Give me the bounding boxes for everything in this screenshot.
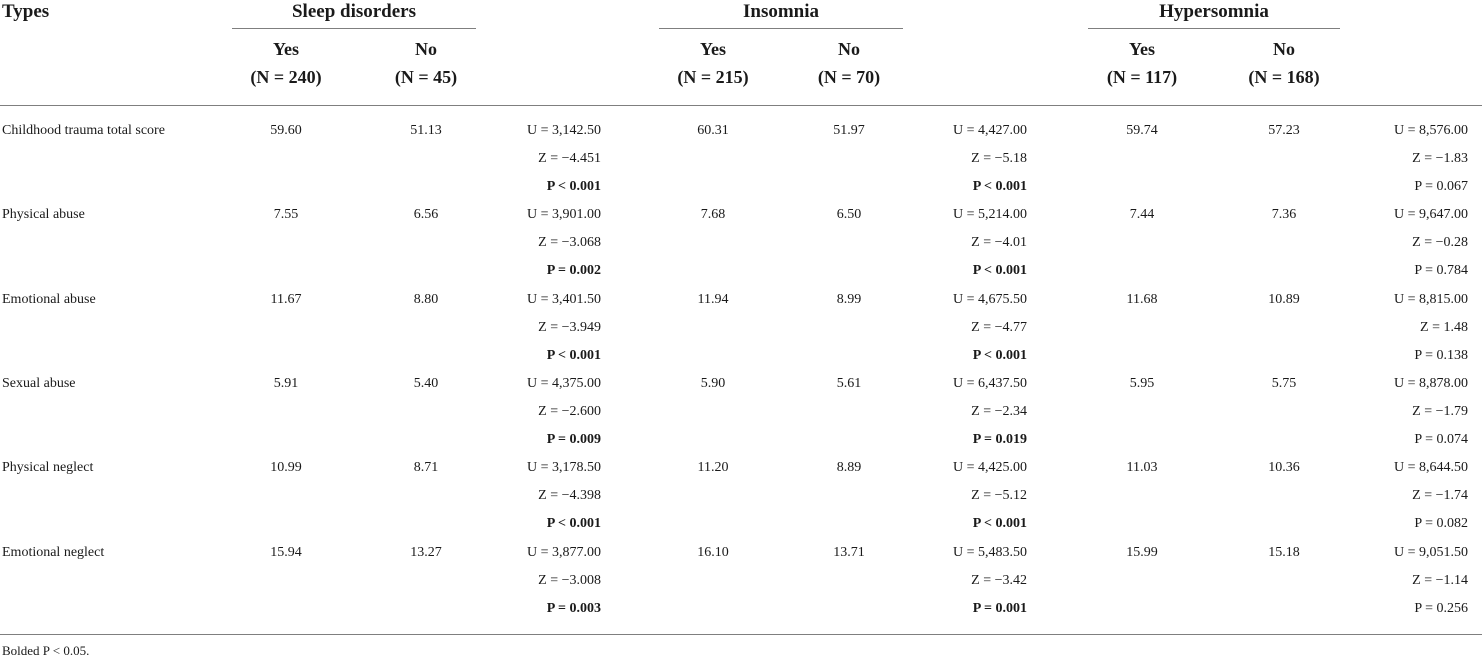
u-statistic: U = 4,675.50 — [952, 292, 1027, 307]
yes-value: 16.10 — [697, 545, 729, 560]
yes-header: Yes — [1129, 39, 1155, 59]
group-rule — [659, 28, 903, 29]
p-value: P = 0.002 — [546, 263, 601, 278]
row-type-label: Sexual abuse — [2, 376, 76, 391]
yes-value: 10.99 — [270, 460, 302, 475]
u-statistic: U = 8,576.00 — [1393, 123, 1468, 138]
yes-value: 5.91 — [273, 376, 299, 391]
z-statistic: Z = −2.600 — [538, 404, 601, 419]
u-statistic: U = 9,647.00 — [1393, 207, 1468, 222]
p-value: P < 0.001 — [546, 348, 601, 363]
yes-value: 5.95 — [1129, 376, 1155, 391]
z-statistic: Z = −5.18 — [971, 151, 1027, 166]
group-rule — [232, 28, 476, 29]
no-value: 8.71 — [413, 460, 439, 475]
u-statistic: U = 6,437.50 — [952, 376, 1027, 391]
p-value: P < 0.001 — [546, 179, 601, 194]
u-statistic: U = 8,815.00 — [1393, 292, 1468, 307]
group-rule — [1088, 28, 1340, 29]
p-value: P = 0.009 — [546, 432, 601, 447]
z-statistic: Z = −3.008 — [538, 573, 601, 588]
u-statistic: U = 4,425.00 — [952, 460, 1027, 475]
p-value: P = 0.256 — [1414, 601, 1468, 616]
row-type-label: Emotional neglect — [2, 545, 105, 560]
yes-value: 7.44 — [1129, 207, 1155, 222]
row-type-label: Physical abuse — [2, 207, 85, 222]
u-statistic: U = 3,877.00 — [526, 545, 601, 560]
p-value: P = 0.003 — [546, 601, 601, 616]
z-statistic: Z = −3.42 — [971, 573, 1027, 588]
no-value: 5.75 — [1271, 376, 1297, 391]
z-statistic: Z = −4.01 — [971, 235, 1027, 250]
no-value: 5.61 — [836, 376, 862, 391]
p-value: P < 0.001 — [972, 263, 1027, 278]
p-value: P < 0.001 — [972, 516, 1027, 531]
z-statistic: Z = −0.28 — [1412, 235, 1468, 250]
no-value: 13.27 — [410, 545, 442, 560]
no-value: 8.89 — [836, 460, 862, 475]
p-value: P < 0.001 — [972, 179, 1027, 194]
z-statistic: Z = −1.83 — [1412, 151, 1468, 166]
yes-n-header: (N = 215) — [677, 67, 749, 87]
z-statistic: Z = −2.34 — [971, 404, 1027, 419]
p-value: P < 0.001 — [972, 348, 1027, 363]
group-header: Insomnia — [742, 1, 820, 22]
no-value: 7.36 — [1271, 207, 1297, 222]
no-value: 8.99 — [836, 292, 862, 307]
u-statistic: U = 4,375.00 — [526, 376, 601, 391]
no-value: 15.18 — [1268, 545, 1300, 560]
row-type-label: Emotional abuse — [2, 292, 96, 307]
no-value: 51.13 — [410, 123, 442, 138]
u-statistic: U = 8,878.00 — [1393, 376, 1468, 391]
yes-value: 5.90 — [700, 376, 726, 391]
no-header: No — [838, 39, 860, 59]
u-statistic: U = 4,427.00 — [952, 123, 1027, 138]
yes-value: 11.03 — [1126, 460, 1158, 475]
z-statistic: Z = −3.068 — [538, 235, 601, 250]
u-statistic: U = 3,901.00 — [526, 207, 601, 222]
yes-value: 7.68 — [700, 207, 726, 222]
yes-header: Yes — [700, 39, 726, 59]
p-value: P = 0.019 — [972, 432, 1027, 447]
p-value: P = 0.001 — [972, 601, 1027, 616]
u-statistic: U = 3,401.50 — [526, 292, 601, 307]
row-type-label: Childhood trauma total score — [2, 123, 165, 138]
yes-value: 15.99 — [1126, 545, 1158, 560]
p-value: P < 0.001 — [546, 516, 601, 531]
yes-value: 11.94 — [697, 292, 729, 307]
u-statistic: U = 9,051.50 — [1393, 545, 1468, 560]
z-statistic: Z = −3.949 — [538, 320, 601, 335]
no-value: 10.89 — [1268, 292, 1300, 307]
yes-value: 11.67 — [270, 292, 302, 307]
yes-n-header: (N = 117) — [1106, 67, 1178, 87]
z-statistic: Z = 1.48 — [1420, 320, 1468, 335]
p-value: P = 0.138 — [1414, 348, 1468, 363]
u-statistic: U = 8,644.50 — [1393, 460, 1468, 475]
no-value: 57.23 — [1268, 123, 1300, 138]
yes-n-header: (N = 240) — [250, 67, 322, 87]
table-bottom-rule — [0, 634, 1482, 635]
yes-value: 60.31 — [697, 123, 729, 138]
no-value: 13.71 — [833, 545, 865, 560]
no-n-header: (N = 70) — [817, 67, 881, 87]
z-statistic: Z = −4.451 — [538, 151, 601, 166]
no-value: 8.80 — [413, 292, 439, 307]
no-value: 6.56 — [413, 207, 439, 222]
no-value: 10.36 — [1268, 460, 1300, 475]
u-statistic: U = 5,483.50 — [952, 545, 1027, 560]
u-statistic: U = 5,214.00 — [952, 207, 1027, 222]
p-value: P = 0.784 — [1414, 263, 1468, 278]
z-statistic: Z = −1.74 — [1412, 488, 1468, 503]
footnote: Bolded P < 0.05. — [2, 643, 90, 658]
header-bottom-rule — [0, 105, 1482, 106]
u-statistic: U = 3,142.50 — [526, 123, 601, 138]
p-value: P = 0.067 — [1414, 179, 1468, 194]
no-header: No — [1273, 39, 1295, 59]
yes-header: Yes — [273, 39, 299, 59]
no-header: No — [415, 39, 437, 59]
no-value: 5.40 — [413, 376, 439, 391]
yes-value: 15.94 — [270, 545, 302, 560]
yes-value: 11.20 — [697, 460, 729, 475]
yes-value: 59.60 — [270, 123, 302, 138]
group-header: Sleep disorders — [291, 1, 417, 22]
no-value: 51.97 — [833, 123, 865, 138]
row-type-label: Physical neglect — [2, 460, 94, 475]
u-statistic: U = 3,178.50 — [526, 460, 601, 475]
z-statistic: Z = −1.14 — [1412, 573, 1468, 588]
z-statistic: Z = −4.77 — [971, 320, 1027, 335]
no-n-header: (N = 45) — [394, 67, 458, 87]
no-value: 6.50 — [836, 207, 862, 222]
yes-value: 11.68 — [1126, 292, 1158, 307]
yes-value: 59.74 — [1126, 123, 1158, 138]
p-value: P = 0.082 — [1414, 516, 1468, 531]
yes-value: 7.55 — [273, 207, 299, 222]
types-header: Types — [2, 1, 50, 22]
group-header: Hypersomnia — [1159, 1, 1269, 22]
p-value: P = 0.074 — [1414, 432, 1468, 447]
z-statistic: Z = −1.79 — [1412, 404, 1468, 419]
no-n-header: (N = 168) — [1248, 67, 1320, 87]
z-statistic: Z = −4.398 — [538, 488, 601, 503]
z-statistic: Z = −5.12 — [971, 488, 1027, 503]
